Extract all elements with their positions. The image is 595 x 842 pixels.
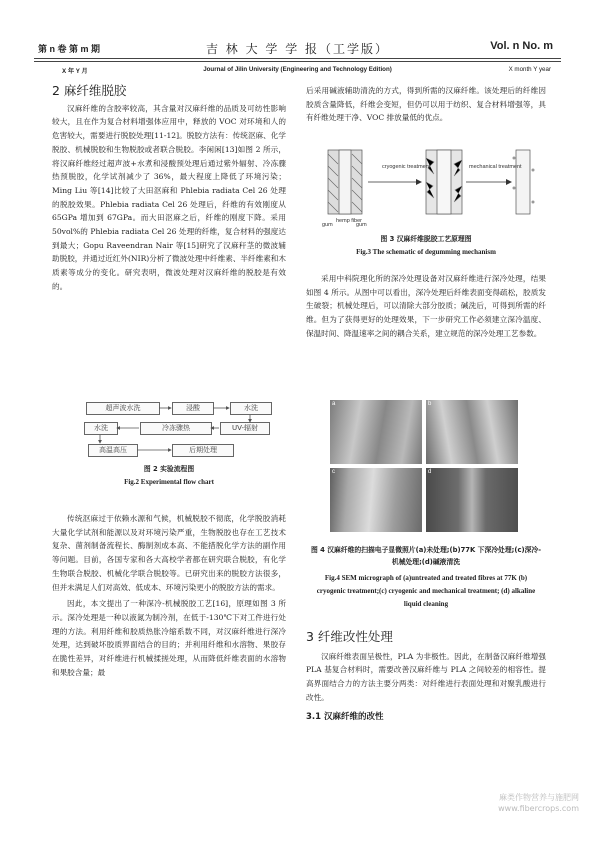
flow-box: 超声波水洗 — [86, 402, 160, 415]
paragraph: 汉麻纤维的含胶率较高，其含量对汉麻纤维的品质及可纺性影响较大，且在作为复合材料增强体应用中，释放的 VOC 对环境和人的危害较大，需要进行脱胶处理[11-12]。脱胶方法有：传统沤麻、化学脱胶、机械脱胶和生物脱胶或者联合脱胶。李闲闲[13]如图 2 所示，将汉麻纤维经过超声波+水煮和浸酸预处理后通过紫外辐射、冷冻骤热预脱胶，化学试剂减少了 36%，最大程度上降低了环境污染；Ming Liu 等[14]比较了大田沤麻和 Phlebia radiata Cel 26 处理的脱胶效果。Phlebia radiata Cel 26 处理后，纤维的有效刚度从 65GPa 增加到 67GPa。而大田沤麻之后，纤维的刚度下降。采用 50vol%的 Phlebia radiata Cel 26 处理的纤维，复合材料的强度达到最大；Gopu Raveendran Nair 等[15]研究了汉麻秆茎的微波辅助脱胶，并通过近红外(NIR)分析了微波处理中纤维素、半纤维素和木质素等成分的变化。研究表明，微波处理对汉麻纤维的脱胶是有效的。 — [52, 103, 286, 291]
header-rule — [34, 58, 561, 59]
right-column-top — [306, 84, 546, 125]
paragraph: 采用中科院理化所的深冷处理设备对汉麻纤维进行深冷处理，结果如图 4 所示。从图中可以看出，深冷处理后纤维表面变得疏松，胶质发生破裂；机械处理后，可以清除大部分胶质；碱洗后，可得到所需的纤维。但为了获得更好的处理效果，下一步研究工作必须建立深冷温度、保温时间、降温速率之间的耦合关系，建立规范的深冷处理工艺参数。 — [306, 274, 546, 338]
figure-4-caption-en: Fig.4 SEM micrograph of (a)untreated and treated fibres at 77K (b) cryogenic treatment;(c) cryogenic and mechanical treatment; (d) alkaline liquid cleaning — [316, 574, 536, 608]
flow-box: 水洗 — [84, 422, 118, 435]
label-gum: gum — [356, 222, 367, 228]
section-3-heading: 3 纤维改性处理 — [306, 629, 393, 644]
label-mechanical: mechanical treatment — [469, 164, 522, 170]
panel-label: a — [332, 401, 336, 407]
section-2-heading: 2 麻纤维脱胶 — [52, 83, 127, 98]
running-subheader — [34, 66, 561, 76]
left-column-bottom — [52, 512, 286, 679]
watermark — [498, 792, 579, 814]
header-rule-2 — [34, 61, 561, 62]
volume-en: Vol. n No. m — [490, 40, 553, 52]
figure-3-caption-en: Fig.3 The schematic of degumming mechanism — [356, 248, 496, 256]
subsection-3-1-heading: 3.1 汉麻纤维的改性 — [306, 711, 384, 722]
figure-3-caption-cn: 图 3 汉麻纤维脱胶工艺原理图 — [380, 235, 472, 243]
panel-label: c — [332, 469, 335, 475]
journal-title-cn: 吉 林 大 学 学 报（工学版） — [205, 42, 390, 56]
watermark-line: www.fibercrops.com — [498, 804, 579, 813]
sem-panel-c — [330, 468, 422, 532]
sem-panel-d — [426, 468, 518, 532]
running-header — [34, 40, 561, 54]
figure-3-schematic — [316, 148, 542, 230]
panel-label: d — [428, 469, 432, 475]
flow-box: 冷冻骤热 — [140, 422, 212, 435]
left-column-top — [52, 84, 286, 294]
paragraph: 后采用碱液辅助清洗的方式，得到所需的汉麻纤维。该处理后的纤维因胶质含量降低，纤维会变短，但仍可以用于纺织、复合材料增强等，具有纤维处理干净、VOC 排放量低的优点。 — [306, 86, 546, 123]
figure-4-caption-cn: 图 4 汉麻纤维的扫描电子显微照片(a)未处理;(b)77K 下深冷处理;(c)深冷-机械处理;(d)碱液清洗 — [310, 546, 542, 566]
figure-2-caption-cn: 图 2 实验流程图 — [143, 465, 195, 473]
sem-panel-a — [330, 400, 422, 464]
label-hemp-fiber: hemp fiber — [336, 218, 362, 224]
journal-title-en: Journal of Jilin University (Engineering and Technology Edition) — [203, 66, 392, 73]
flow-arrows — [80, 398, 280, 460]
watermark-line: 麻类作物营养与施肥网 — [499, 793, 579, 802]
figure-2-caption-en: Fig.2 Experimental flow chart — [124, 478, 214, 486]
sem-panel-b — [426, 400, 518, 464]
panel-label: b — [428, 401, 432, 407]
right-column-bottom — [306, 630, 546, 724]
label-gum: gum — [322, 222, 333, 228]
volume-cn: 第 n 卷 第 m 期 — [38, 44, 101, 54]
flow-box: UV-辐射 — [220, 422, 270, 435]
date-en: X month Y year — [508, 66, 551, 73]
flow-box: 浸酸 — [172, 402, 214, 415]
right-column-middle — [306, 272, 546, 341]
flow-box: 水洗 — [230, 402, 272, 415]
paragraph: 传统沤麻过于依赖水源和气候，机械脱胶不彻底，化学脱胶消耗大量化学试剂和能源以及对环境污染严重，生物脱胶也存在工艺技术复杂、菌剂制备流程长、酶制剂成本高、不能措脱化学方法的副作用等问题。目前，各国专家和各大高校学者都在研究联合脱胶，有化学生物联合脱胶、机械化学联合脱胶等。已研究出来的脱胶方法很多，但并未满足人们对高效、低成本、环境污染更小的脱胶方法的需求。 — [52, 514, 286, 592]
label-cryogenic: cryogenic treatment — [382, 164, 431, 170]
flow-box: 高温高压 — [88, 444, 138, 457]
paragraph: 因此，本文提出了一种深冷-机械脱胶工艺[16]，原理如图 3 所示。深冷处理是一种以液氮为制冷剂，在低于-130℃下对工件进行处理的方法。利用纤维和胶质热胀冷缩系数不同，对汉麻纤维进行深冷处理，达到破坏胶质界面结合的目的；并利用纤维和水溶物、果胶存在脆性差异，对纤维进行机械揉搓处理，从而降低纤维表面的水溶物和果胶含量；最 — [52, 599, 286, 677]
date-cn: X 年 Y 月 — [62, 68, 88, 75]
paragraph: 汉麻纤维表面呈极性，PLA 为非极性。因此，在制备汉麻纤维增强 PLA 基复合材料时，需要改善汉麻纤维与 PLA 之间较差的相容性。提高界面结合力的方法主要分两类：对纤维进行表面处理和对聚乳酸进行改性。 — [306, 651, 546, 702]
flow-box: 后期处理 — [172, 444, 234, 457]
